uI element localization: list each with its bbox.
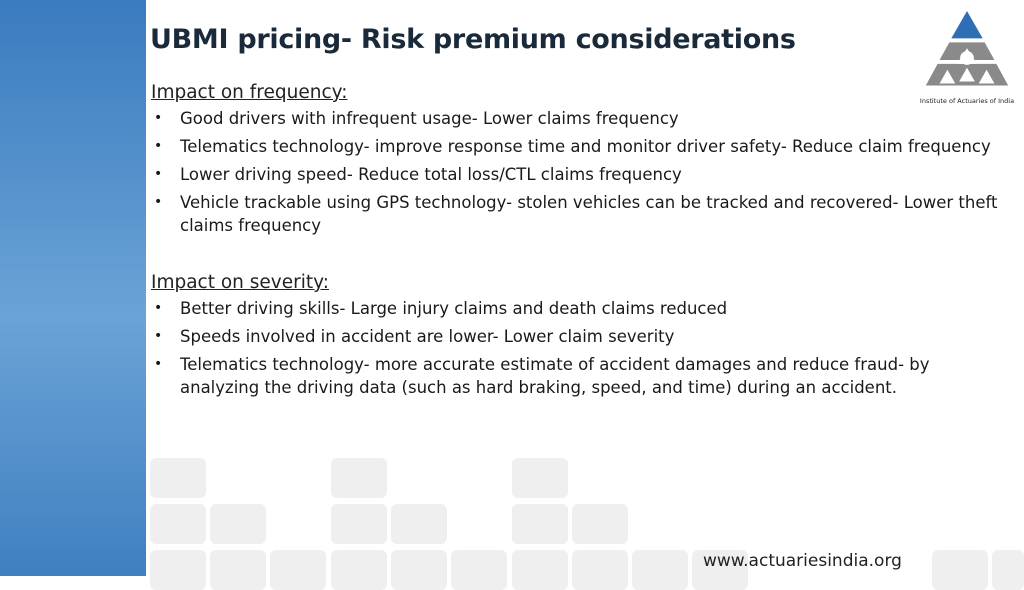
bullet-text: Vehicle trackable using GPS technology- stolen vehicles can be tracked and recovered- Lower theft claims frequency bbox=[180, 193, 998, 235]
bullet-icon: • bbox=[154, 356, 163, 372]
bullet-text: Better driving skills- Large injury claims and death claims reduced bbox=[180, 299, 728, 318]
decor-tile bbox=[512, 458, 568, 498]
frequency-bullet bbox=[150, 163, 1000, 186]
decor-tile bbox=[150, 458, 206, 498]
frequency-heading: Impact on frequency: bbox=[151, 82, 348, 103]
decor-tile bbox=[512, 550, 568, 590]
frequency-bullet bbox=[150, 107, 1000, 130]
left-blue-sidebar bbox=[0, 0, 146, 576]
bullet-text: Good drivers with infrequent usage- Lower claims frequency bbox=[180, 109, 679, 128]
severity-heading: Impact on severity: bbox=[151, 272, 329, 293]
decor-tile bbox=[391, 550, 447, 590]
decor-tile bbox=[270, 550, 326, 590]
bullet-text: Lower driving speed- Reduce total loss/CTL claims frequency bbox=[180, 165, 682, 184]
severity-bullet bbox=[150, 325, 1000, 348]
bullet-icon: • bbox=[154, 300, 163, 316]
decor-tile bbox=[632, 550, 688, 590]
frequency-bullet-list bbox=[150, 107, 1000, 237]
decor-tile bbox=[932, 550, 988, 590]
decor-tile bbox=[150, 504, 206, 544]
decor-tile bbox=[572, 550, 628, 590]
decor-tile bbox=[331, 504, 387, 544]
decor-tile bbox=[331, 550, 387, 590]
bullet-text: Telematics technology- more accurate estimate of accident damages and reduce fraud- by analyzing the driving data (such as hard braking, speed, and time) during an accident. bbox=[180, 355, 930, 397]
bullet-text: Speeds involved in accident are lower- Lower claim severity bbox=[180, 327, 675, 346]
decor-tile bbox=[572, 504, 628, 544]
logo-caption: Institute of Actuaries of India bbox=[919, 97, 1015, 105]
decor-tile bbox=[451, 550, 507, 590]
footer-website-url: www.actuariesindia.org bbox=[703, 551, 902, 571]
bullet-icon: • bbox=[154, 110, 163, 126]
severity-bullet bbox=[150, 297, 1000, 320]
severity-bullet bbox=[150, 353, 1000, 399]
bullet-icon: • bbox=[154, 328, 163, 344]
frequency-bullet bbox=[150, 135, 1000, 158]
decor-tile bbox=[331, 458, 387, 498]
bullet-text: Telematics technology- improve response time and monitor driver safety- Reduce claim frequency bbox=[180, 137, 991, 156]
slide-title: UBMI pricing- Risk premium considerations bbox=[150, 24, 796, 55]
bullet-icon: • bbox=[154, 194, 163, 210]
frequency-bullet bbox=[150, 191, 1000, 237]
decor-tile bbox=[391, 504, 447, 544]
decor-tile bbox=[992, 550, 1024, 590]
decor-tile bbox=[210, 504, 266, 544]
section-spacer bbox=[150, 242, 1000, 272]
slide-body bbox=[150, 82, 1000, 404]
bullet-icon: • bbox=[154, 166, 163, 182]
decor-tile bbox=[210, 550, 266, 590]
decor-tile bbox=[512, 504, 568, 544]
bullet-icon: • bbox=[154, 138, 163, 154]
decor-tile bbox=[150, 550, 206, 590]
severity-bullet-list bbox=[150, 297, 1000, 399]
